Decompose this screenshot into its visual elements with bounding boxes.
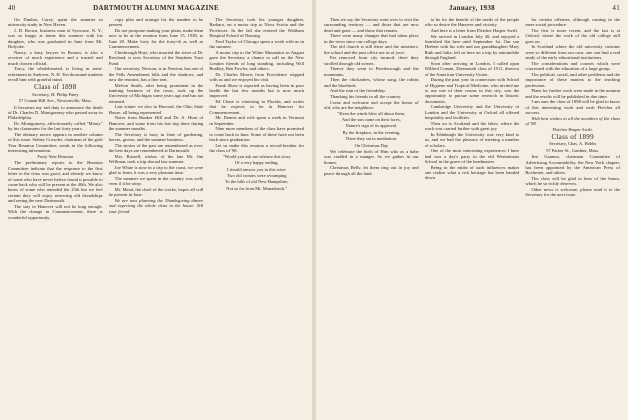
poem-line: "Would you ask me whence this story xyxy=(222,153,291,159)
paragraph: A motor trip to the White Mountains in August gave the Secretary a chance to call on the New London friends of long standing, including Will Bradley, Ben Fowler, and others. xyxy=(209,49,305,72)
paragraph: Mr. Dennis and wife spent a week in Vermont in September. xyxy=(209,115,305,126)
right-page-header xyxy=(324,4,620,16)
paragraph: The stories of the past are remembered as ever; the best days are remembered at Dartmouth. xyxy=(108,142,204,154)
right-col-1 xyxy=(324,17,419,418)
poem-line: I should answer you in this wise: xyxy=(227,166,287,172)
paragraph: Chesbrough Hoyt, who married the sister of Dr. Rowland, is now Secretary of the Stephens Trust Fund. xyxy=(108,49,204,66)
class-heading-1899: Class of 1899 xyxy=(551,133,594,142)
right-col-2 xyxy=(425,17,520,418)
paragraph: Tracy, the wholehearted, is living in semi-retirement in Andover, N. H. Ten thousand students recall him with grateful mind. xyxy=(8,66,103,83)
paragraph: During the past year in connection with School of Hygiene and Tropical Medicine, who invited me to use one of their rooms in this city, was the opportunity to pursue some research in historic documents. xyxy=(424,77,520,104)
paragraph: Mr. Mead, the chief of the works, hopes all will be present in June. xyxy=(108,186,204,198)
paragraph: In Scotland where the old university customs were so different from our own, one can find a real study of the early educational institutions. xyxy=(525,44,621,61)
paragraph: Our secretary, Newton, is in Newton, has one of the Fells Amendment bills and the shadows, and now the reunion, has a fine seat. xyxy=(108,66,204,83)
right-page-date: January, 1938 xyxy=(449,4,495,12)
paragraph: Being in the midst of such influences makes one realize what a rich heritage has been handed down. xyxy=(424,164,520,181)
class-heading-1898: Class of 1898 xyxy=(34,83,77,92)
poem-line: To the hills of old New Hampshire, xyxy=(224,179,289,185)
poem-line: By the fireplace, in the evening, xyxy=(342,129,401,135)
paragraph: Nine more members of the class have promised to come back in June. Some of these have not been back since graduation. xyxy=(209,126,305,143)
paragraph: copy plan and arrange for the number to be present. xyxy=(108,17,204,28)
poem-line: Nature's sign of its approval. xyxy=(345,123,398,129)
paragraph: The Secretary is busy in June of gardening, horses, grown, and the summer business. xyxy=(108,131,204,143)
paragraph: Christmas Bells: let them ring out in joy and peace through all the land. xyxy=(324,165,419,176)
section-subheading: On Christmas Day xyxy=(354,142,389,148)
right-page-columns xyxy=(324,17,620,418)
paragraph: The political, social, and other problems and the importance of these matters to the teaching profession. xyxy=(525,71,621,88)
left-col-1 xyxy=(8,17,103,418)
left-page-header xyxy=(8,4,304,16)
paragraph: And the ruin of the friendship. xyxy=(330,88,386,94)
left-page xyxy=(0,0,312,420)
poem-line: Two old cronies were a-tramping xyxy=(226,173,287,179)
paragraph: for certain offenses, although coming in the mere social procedure. xyxy=(525,17,621,28)
paragraph: With best wishes to all the members of the class of '98. xyxy=(525,115,621,127)
paragraph: The old church is still there and the ministers, the school and the post office are as of yore. xyxy=(324,44,419,55)
poem-line: Of a very happy ending, xyxy=(234,160,279,166)
poem-line: Not so far from Mt. Monadnock." xyxy=(226,185,288,191)
paragraph: On Dunbar, Carey, spent the summer in university study in New Haven. xyxy=(8,17,103,28)
paragraph: Plans for further work were made in the autumn and the results will be published in due time. xyxy=(525,88,621,99)
paragraph: Dr. Montgomery, affectionately called "Monty" by his classmates for the last forty years. xyxy=(8,121,103,132)
paragraph: In Edinburgh the University was very kind to us, and we had the pleasure of meeting a number of scholars. xyxy=(424,131,520,148)
paragraph: The considerations and courses which were concerned with the education of a large group. xyxy=(525,60,621,72)
left-page-columns xyxy=(8,17,304,418)
paragraph: The class will be glad to hear of the honor, which he so richly deserves. xyxy=(525,176,621,187)
paragraph: One of the most interesting experiences I have had was a day's party in the old Westminster School in the grave of the headmaster. xyxy=(424,148,520,165)
paragraph: The preliminary reports to the Reunion Committee indicate that the response to the first letter to the class was good, and already we know of some who have never before found it possible to come back who will be present at the 40th. We also know of some who attended the 25th but we feel certain they will enjoy renewing old friendships and seeing the new Dartmouth. xyxy=(8,160,103,204)
paragraph: Then the chickadees, whose song, the robins and the bluebirds. xyxy=(324,77,419,88)
poem-line: "Keen the winds blew all about them, xyxy=(337,110,406,116)
paragraph: The summer we spent in the country was well; even if it be rainy. xyxy=(108,175,204,187)
paragraph: We arrived in London July 20, and enjoyed a furnished flat here until September 1st. Our son Herbert with his wife and our granddaughter Mary Ruth and Julia, left us here on a trip by automobile through England. xyxy=(424,33,520,61)
class-address: 57 Parker St., Gardner, Mass. xyxy=(546,147,600,153)
left-col-2 xyxy=(109,17,204,418)
paragraph: The first is more recent, and the last is at Oxford, where the work of the old college still goes on. xyxy=(525,28,621,44)
class-secretary: Secretary, Chas. A. Hobbs xyxy=(549,141,597,147)
paragraph: Dr. Charles Morris from Providence stopped with us and we enjoyed his visit. xyxy=(209,71,305,83)
paragraph: to be for the benefit of the needs of the people who so desire the Hanover and vicinity. xyxy=(424,17,520,28)
paragraph: Far removed from city turmoil, there they strolled through old scenes. xyxy=(324,55,419,66)
left-col-3 xyxy=(209,17,304,418)
poem-line: And the sun came on their faces, xyxy=(341,117,401,122)
paragraph: We are now planning the Thanksgiving dinner and expecting the whole class in the house. Tell your friend. xyxy=(108,197,204,214)
paragraph: Cambridge University and the University of London and the University at Oxford all offered hospitality and facilities. xyxy=(424,104,520,121)
paragraph: The obituary notice appears in another column of this issue. Sidney Crowder, chairman of the goth Year Reunion Committee, sends in the following interesting information. xyxy=(8,132,103,154)
paragraph: Last winter we also in Harvard, the Ohio State House, all being represented. xyxy=(108,104,204,115)
class-address: 57 Conant Hill Ave., Newtonville, Mass. xyxy=(18,98,92,104)
left-page-number: 40 xyxy=(8,4,16,12)
paragraph: Frank Shaw is reported as having been in poor health the last few months but is now much improved. xyxy=(209,82,305,99)
paragraph: Joe White is now in a trip to the coast, we were glad to learn, it was a very pleasant time. xyxy=(108,164,204,176)
left-page-title: DARTMOUTH ALUMNI MAGAZINE xyxy=(93,4,219,12)
paragraph: And here is a letter from Fletcher Harper Swift. xyxy=(430,28,519,33)
signature: Fletcher Harper Swift. xyxy=(552,126,593,132)
paragraph: Notes from Bunker Hill and Dr. A. Hunt of Hanover, and some from his last trip there during the summer months. xyxy=(108,115,204,132)
poem-line: There they sat in meditation. xyxy=(345,136,398,142)
paragraph: The stay in Hanover will not be long enough. With the change in Commencement, there is wonderful opportunity. xyxy=(8,203,103,220)
section-subheading: Forty-Year Reunion xyxy=(37,153,74,159)
paragraph: I am sure the class of 1898 will be glad to know of this interesting work and wish Fletcher all success. xyxy=(525,99,621,116)
paragraph: Soon after arriving in London, I called upon Wilfred Conant, Dartmouth class of 1911, director of the American University Union. xyxy=(424,60,520,77)
paragraph: Do not postpone making your plans, make them now to be at the reunion from June 15, 1938, to June 20. Make forty for the forty-th as well as Commencement. xyxy=(108,28,204,50)
paragraph: Then we say the Secretary went over to visit the surrounding territory — and those that are now dead and gone — and those that remain. xyxy=(324,17,419,33)
paragraph: Thence they went to Peterborough and the mountains. xyxy=(324,66,419,77)
paragraph: Come and welcome and accept the honor of old, who are the neighbors. xyxy=(324,99,419,110)
paragraph: Melvin Smith, after being prominent in the banking business of the town, took up the University of Michigan some years ago and has not returned. xyxy=(108,82,204,104)
paragraph: Fred Taylor of Chicago spent a week with us in the summer. xyxy=(209,38,305,50)
right-page-number: 41 xyxy=(612,4,620,12)
paragraph: Let us make this reunion a record-breaker for the class of '98. xyxy=(209,142,305,154)
paragraph: Nancy, a busy lawyer in Boston, is also a receiver of much experience and a trusted and much chosen official. xyxy=(8,49,103,66)
paragraph: Other news is welcome; please send it to the Secretary for the next issue. xyxy=(525,187,621,198)
paragraph: It becomes my sad duty to announce the death of Dr. Charles D. Montgomery who passed away in Philadelphia. xyxy=(8,104,103,121)
paragraph: Thanking his friends in all the country. xyxy=(330,94,402,99)
paragraph: We celebrate the birth of Him who as a babe was cradled in a manger. So we gather in our homes. xyxy=(324,149,419,165)
right-page xyxy=(316,0,628,420)
class-secretary: Secretary, H. Philip Patey xyxy=(32,91,79,97)
paragraph: J. D. Brown, business man of Syracuse, N. Y., was so happy at home this summer with his daughter, who was graduated in June from Mt. Holyoke. xyxy=(8,28,103,50)
paragraph: Then on to Scotland and the lakes, where the work was carried further with great joy. xyxy=(424,120,520,132)
paragraph: Ed Chase is wintering in Florida, and writes that he expects to be in Hanover for Commencement. xyxy=(209,99,305,115)
paragraph: There were many changes that had taken place in the town since our college days. xyxy=(324,33,419,44)
paragraph: Mrs. Russell, widow of the late Mr. Jim Wellman, took a trip abroad last summer. xyxy=(108,153,204,165)
right-col-3 xyxy=(525,17,620,418)
paragraph: The Secretary took his younger daughter, Barbara, on a motor trip to Nova Scotia and the Provinces. In the fall she entered the Waltham Hospital School of Nursing. xyxy=(209,17,305,39)
paragraph: Jim Gannon, chairman Committee of Advertising Accountability, the New York chapter, has been appointed by the American Press of Rochester, and others. xyxy=(525,154,621,176)
